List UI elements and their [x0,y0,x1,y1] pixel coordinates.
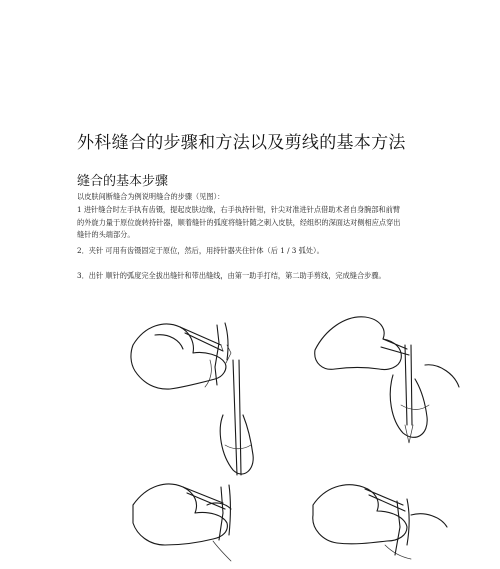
panel-1-hand-forceps [131,323,231,389]
panel-3-hand-forceps-clamp [133,484,231,561]
page-title: 外科缝合的步骤和方法以及剪线的基本方法 [77,133,406,153]
suture-steps-illustration-icon [125,305,475,565]
panel-2-hand-needle [315,317,459,443]
step-2-paragraph: 2．夹针 可用有齿镊固定于原位，然后，用持针器夹住针体（后 1 / 3 弧处）。 [77,246,324,255]
intro-paragraph: 以皮肤间断缝合为例说明缝合的步骤（见图）： [77,192,225,201]
step-1-paragraph: 1 进针缝合时左手执有齿镊，提起皮肤边缘，右手执持针钳，针尖对准进针点借助术者自身腕部和前臂的外旋力量于原位旋转持针器，顺着缝针的弧度将缝针随之刺入皮肤，经组织的深面达对侧相应点穿出缝针的头端部分。 [77,205,401,239]
section-heading: 缝合的基本步骤 [77,174,169,189]
panel-4-hand-needle-pull [313,485,447,559]
panel-1-needle-holder [220,360,253,475]
step-3-paragraph: 3．出针 顺针的弧度完全拔出缝针和带出缝线，由第一助手打结，第二助手剪线，完成缝合步骤。 [77,271,386,280]
